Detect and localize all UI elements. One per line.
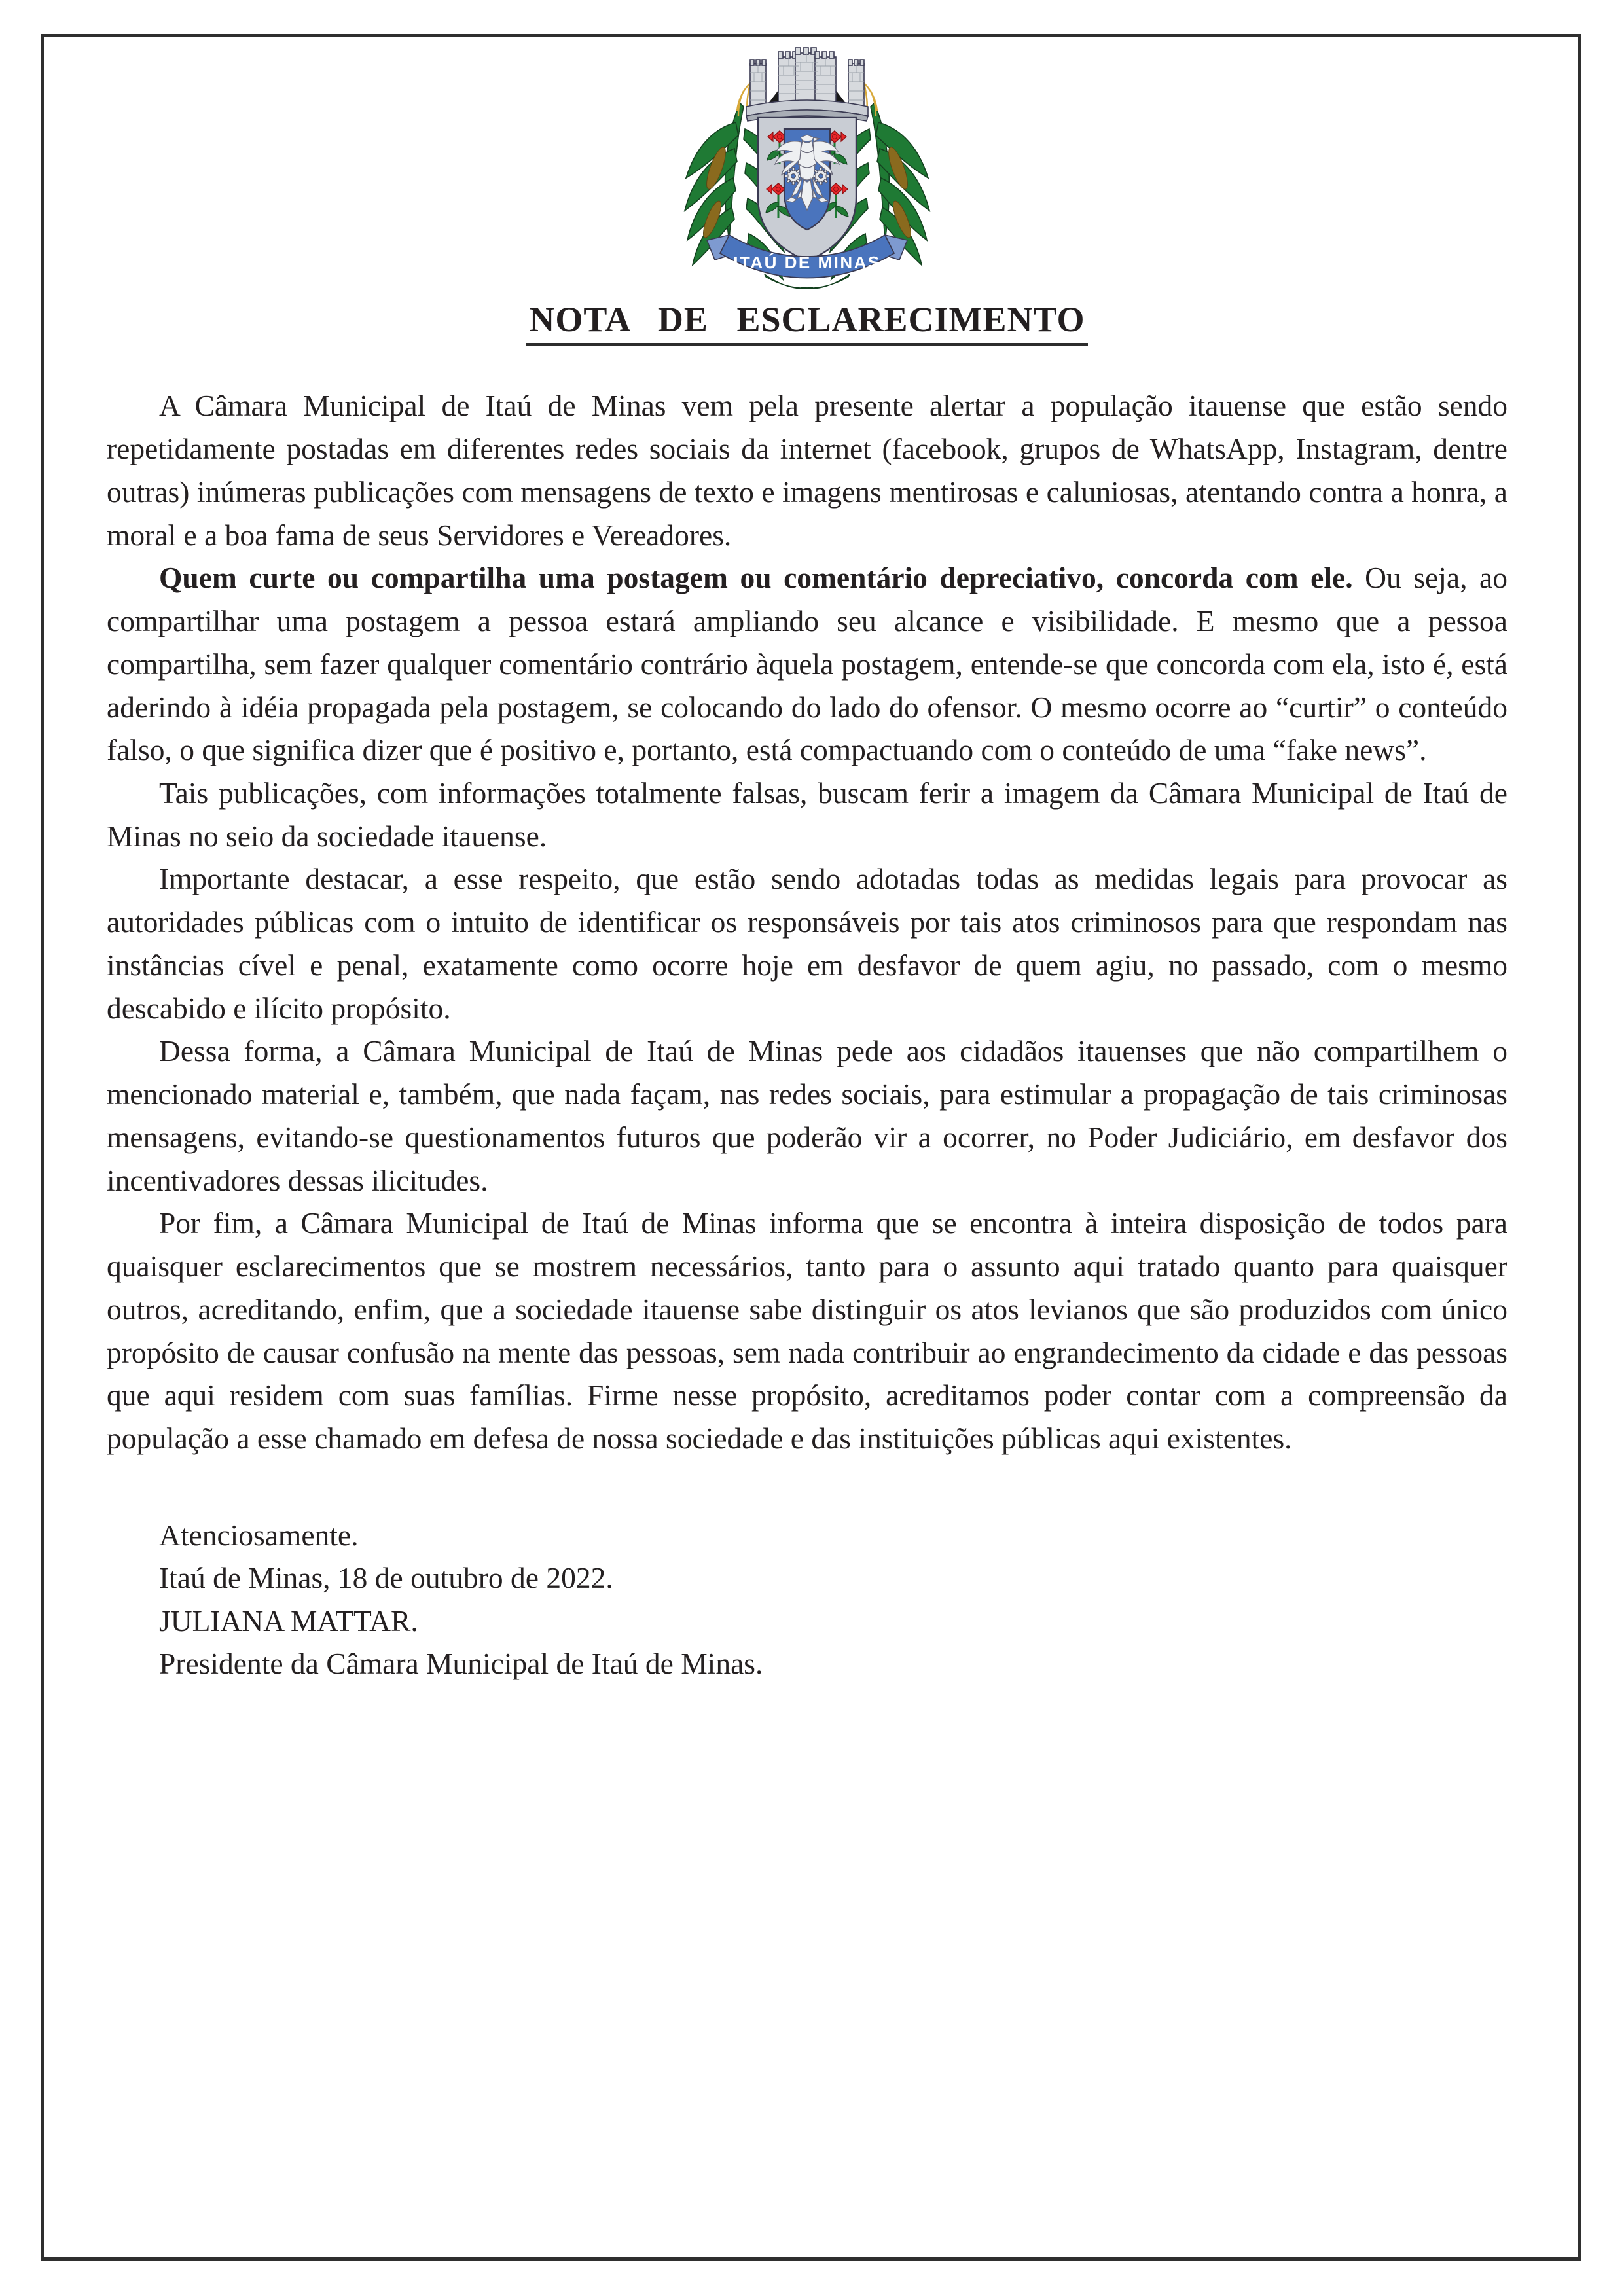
run-text: Por fim, a Câmara Municipal de Itaú de Minas informa que se encontra à inteira disposição de todos para quaisquer esclarecimentos que se mostrem necessários, tanto para o assunto aqui tratado quanto para quaisquer outros, acreditando, enfim, que a sociedade itauense sabe distinguir os atos levianos que são produzidos com único propósito de causar confusão na mente das pessoas, sem nada contribuir ao engrandecimento da cidade e das pessoas que aqui residem com suas famílias. Firme nesse propósito, acreditamos poder contar com a compreensão da população a esse chamado em defesa de nossa sociedade e das instituições públicas aqui existentes. xyxy=(107,1206,1507,1456)
run-text: A Câmara Municipal de Itaú de Minas vem pela presente alertar a população itauense que estão sendo repetidamente postadas em diferentes redes sociais da internet (facebook, grupos de WhatsApp, Instagram, dentre outras) inúmeras publicações com mensagens de texto e imagens mentirosas e caluniosas, atentando contra a honra, a moral e a boa fama de seus Servidores e Vereadores. xyxy=(107,389,1507,552)
page-title-text: NOTA DE ESCLARECIMENTO xyxy=(526,300,1087,346)
paragraph-1 xyxy=(107,384,1507,556)
mural-crown-icon xyxy=(746,48,868,121)
paragraph-6 xyxy=(107,1202,1507,1460)
signatory-name: JULIANA MATTAR. xyxy=(159,1604,418,1638)
closing-block xyxy=(159,1514,1507,1685)
document-body xyxy=(107,384,1507,1460)
page-title xyxy=(107,300,1507,346)
paragraph-3 xyxy=(107,772,1507,857)
banner-text: ITAÚ DE MINAS xyxy=(733,253,881,272)
coat-of-arms-block xyxy=(107,37,1507,299)
closing-place-date: Itaú de Minas, 18 de outubro de 2022. xyxy=(159,1561,613,1595)
document-page-border xyxy=(41,34,1581,2261)
paragraph-5 xyxy=(107,1030,1507,1202)
run-text-bold: Quem curte ou compartilha uma postagem ou comentário depreciativo, concorda com ele. xyxy=(159,561,1353,595)
signatory-role: Presidente da Câmara Municipal de Itaú de Minas. xyxy=(159,1647,763,1681)
document-content-column xyxy=(107,37,1507,2257)
run-text: Importante destacar, a esse respeito, que estão sendo adotadas todas as medidas legais para provocar as autoridades públicas com o intuito de identificar os responsáveis por tais atos criminosos para que respondam nas instâncias cível e penal, exatamente como ocorre hoje em desfavor de quem agiu, no passado, com o mesmo descabido e ilícito propósito. xyxy=(107,862,1507,1025)
paragraph-4 xyxy=(107,857,1507,1030)
run-text: Tais publicações, com informações totalmente falsas, buscam ferir a imagem da Câmara Municipal de Itaú de Minas no seio da sociedade itauense. xyxy=(107,776,1507,853)
paragraph-2 xyxy=(107,556,1507,772)
coat-of-arms-icon xyxy=(666,44,948,293)
closing-salutation: Atenciosamente. xyxy=(159,1518,359,1552)
run-text: Dessa forma, a Câmara Municipal de Itaú de Minas pede aos cidadãos itauenses que não compartilhem o mencionado material e, também, que nada façam, nas redes sociais, para estimular a propagação de tais criminosas mensagens, evitando-se questionamentos futuros que poderão vir a ocorrer, no Poder Judiciário, em desfavor dos incentivadores dessas ilicitudes. xyxy=(107,1034,1507,1197)
run-text: Ou seja, ao compartilhar uma postagem a pessoa estará ampliando seu alcance e visibilidade. E mesmo que a pessoa compartilha, sem fazer qualquer comentário contrário àquela postagem, entende-se que concorda com ela, isto é, está aderindo à idéia propagada pela postagem, se colocando do lado do ofensor. O mesmo ocorre ao “curtir” o conteúdo falso, o que significa dizer que é positivo e, portanto, está compactuando com o conteúdo de uma “fake news”. xyxy=(107,561,1507,767)
